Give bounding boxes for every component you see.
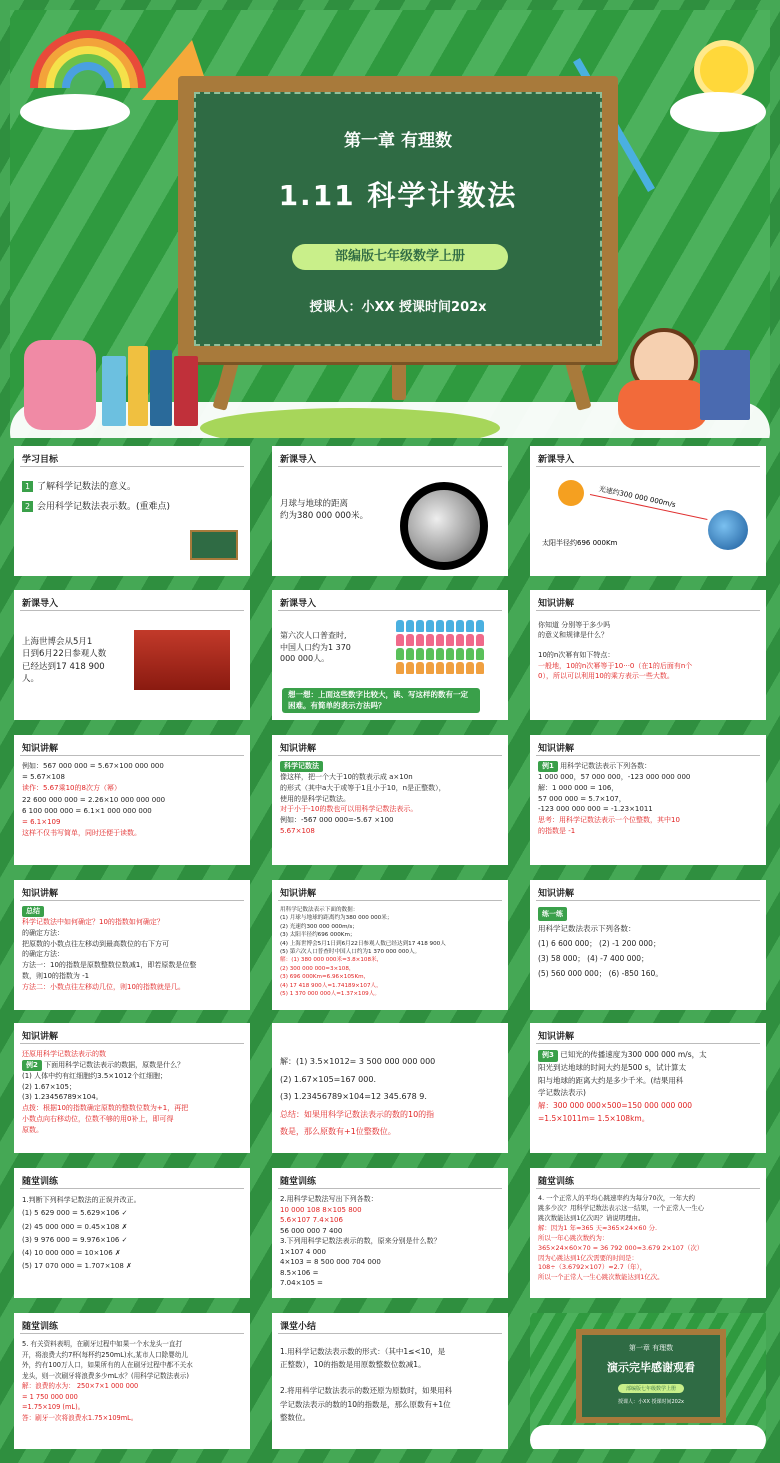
- population-icons: [396, 620, 484, 674]
- text-line: 龙头，则一次刷牙将浪费多少mL水？(用科学记数法表示): [22, 1371, 189, 1380]
- text-line: 阳与地球的距离大约是多少千米。(结果用科: [538, 1075, 684, 1085]
- text-line: 解：浪费的水为： 250×7×1 000 000: [22, 1382, 139, 1391]
- text-line: 读作：5.67乘10的8次方（幂）: [22, 784, 121, 793]
- slide-header: 新课导入: [280, 455, 317, 465]
- text-line: 的确定方法：: [22, 928, 64, 937]
- slide-header: 知识讲解: [538, 1032, 575, 1042]
- slide-intro-expo[interactable]: [14, 590, 250, 720]
- text-line: 像这样，把一个大于10的数表示成 a×10n: [280, 772, 413, 781]
- text-line: [280, 1371, 500, 1384]
- text-line: 8.5×106 =: [280, 1268, 319, 1277]
- cloud-icon: [670, 92, 766, 132]
- lesson-title: 1.11 科学计数法: [278, 179, 518, 212]
- text-line: (3) 9 976 000 = 9.976×106 ✓: [22, 1235, 128, 1244]
- text-line: 这样不仅书写简单，同时还便于读数。: [22, 829, 141, 838]
- slide-header: 知识讲解: [22, 889, 59, 899]
- slide-practice-judge[interactable]: [14, 1168, 250, 1298]
- text-line: 阳光到达地球的时间大约是500 s，试计算太: [538, 1062, 687, 1072]
- book-icon: [700, 350, 750, 420]
- expo-pavilion-image: [134, 630, 230, 690]
- text-line: 学记数法表示): [538, 1088, 586, 1098]
- text-line: 000 000人。: [280, 654, 330, 664]
- text-line: (3) 58 000； (4) -7 400 000；: [538, 954, 649, 963]
- slide-header: 新课导入: [280, 599, 317, 609]
- section-tag: 例2: [22, 1060, 42, 1071]
- text-line: (2) 光速约300 000 000m/s；: [280, 923, 358, 930]
- text-line: (5) 1 370 000 000人=1.37×109人。: [280, 990, 380, 997]
- text-line: 用科学记数法表示下面的数据：: [280, 907, 359, 913]
- teacher-illustration: [190, 530, 238, 560]
- text-line: 正整数），10的指数是用原数整数位数减1。: [280, 1360, 426, 1370]
- cloud-icon: [20, 94, 130, 130]
- text-line: 解：300 000 000×500=150 000 000 000: [538, 1101, 693, 1111]
- text-line: (1) 月球与地球的距离约为380 000 000米；: [280, 915, 393, 922]
- text-line: 下面用科学记数法表示的数据，原数是什么？: [44, 1060, 185, 1069]
- text-line: (4) 10 000 000 = 10×106 ✗: [22, 1249, 121, 1258]
- text-line: 所以一个正常人一生心跳次数能达到1亿次。: [538, 1273, 664, 1282]
- text-line: (2) 1.67×105=167 000.: [280, 1074, 376, 1084]
- text-line: 例如：-567 000 000=-5.67 ×100: [280, 816, 394, 825]
- slide-class-summary[interactable]: [272, 1313, 508, 1449]
- section-tag: 科学记数法: [280, 761, 323, 772]
- moon-image: [400, 482, 488, 570]
- text-line: 用科学记数法表示下列各数：: [560, 762, 652, 770]
- text-line: 一般地，10的n次幂等于10···0（在1的后面有n个: [538, 661, 693, 670]
- text-line: 第六次人口普查时,: [280, 631, 347, 640]
- text-line: 科学记数法中如何确定？10的指数如何确定？: [22, 917, 164, 926]
- text-line: (5) 560 000 000； (6) -850 160。: [538, 969, 663, 978]
- text-line: 2.将用科学记数法表示的数还原为原数时，如果用科: [280, 1386, 453, 1396]
- end-chapter: 第一章 有理数: [628, 1344, 674, 1352]
- slide-header: 知识讲解: [538, 744, 575, 754]
- slide-learning-goals[interactable]: [14, 446, 250, 576]
- text-line: 2.用科学记数法写出下列各数：: [280, 1195, 378, 1203]
- book-icon: [128, 346, 148, 426]
- text-line: 上海世博会从5月1: [22, 637, 93, 647]
- text-line: 方法二：小数点往左移动几位，则10的指数就是几。: [22, 982, 185, 991]
- chalkboard: [178, 76, 618, 362]
- text-line: 的意义和规律是什么？: [538, 631, 608, 640]
- slide-header: 课堂小结: [280, 1322, 317, 1332]
- goal-item: 了解科学记数法的意义。: [37, 482, 137, 492]
- slide-knowledge-2[interactable]: [272, 735, 508, 865]
- think-prompt: 想一想：上面这些数字比较大，读、写这样的数有一定困难。有简单的表示方法吗？: [282, 688, 480, 713]
- text-line: 答：刷牙一次将浪费水1.75×109mL。: [22, 1413, 138, 1422]
- cloud-ground: [530, 1425, 766, 1449]
- text-line: 所以一年心跳次数约为：: [538, 1233, 609, 1242]
- text-line: 7.04×105 =: [280, 1279, 323, 1287]
- text-line: 108÷（3.6792×107）≈2.7（年），: [538, 1263, 647, 1272]
- slide-knowledge-1[interactable]: [14, 735, 250, 865]
- text-line: 1.用科学记数法表示数的形式：（其中1≤<10，是: [280, 1347, 446, 1356]
- slide-summary-method[interactable]: [14, 880, 250, 1010]
- end-edition: 部编版七年级数学上册: [618, 1384, 684, 1393]
- text-line: 跳次数能达到1亿次吗？请说明理由。: [538, 1213, 645, 1222]
- slide-header: 随堂训练: [280, 1177, 317, 1187]
- text-line: 22 600 000 000 = 2.26×10 000 000 000: [22, 795, 166, 804]
- slide-header: 新课导入: [538, 455, 575, 465]
- text-line: 总结：如果用科学记数法表示的数的10的指: [280, 1109, 435, 1119]
- light-speed-label: 光速约300 000 000m/s: [598, 484, 677, 510]
- text-line: 对于小于-10的数也可以用科学记数法表示。: [280, 805, 418, 814]
- text-line: 6 100 000 000 = 6.1×1 000 000 000: [22, 806, 152, 815]
- text-line: 解：因为1 年≈365 天≈365×24×60 分.: [538, 1223, 658, 1232]
- slide-practice-heart[interactable]: [530, 1168, 766, 1298]
- text-line: 57 000 000 = 5.7×107，: [538, 794, 626, 803]
- text-line: 中国人口约为1 370: [280, 642, 351, 652]
- slide-header: 学习目标: [22, 455, 59, 465]
- slide-example-2[interactable]: [14, 1023, 250, 1153]
- slide-example-2-answer[interactable]: [272, 1023, 508, 1153]
- text-line: 数，则10的指数为 -1: [22, 972, 90, 981]
- text-line: = 1 750 000 000: [22, 1392, 78, 1401]
- text-line: =1.5×1011m= 1.5×108km。: [538, 1113, 650, 1123]
- edition-label: 部编版七年级数学上册: [292, 244, 508, 270]
- slide-exercise-data[interactable]: [272, 880, 508, 1010]
- end-title: 演示完毕感谢观看: [607, 1361, 695, 1374]
- text-line: -123 000 000 000 = -1.23×1011: [538, 805, 653, 814]
- slide-intro-moon[interactable]: [272, 446, 508, 576]
- text-line: (2) 1.67×105；: [22, 1082, 76, 1091]
- text-line: 0），所以可以利用10的乘方表示一些大数。: [538, 671, 674, 680]
- text-line: 解：(1) 380 000 000米=3.8×108米，: [280, 957, 383, 964]
- text-line: 5. 有关资料表明，在刷牙过程中如果一个水龙头一直打: [22, 1340, 183, 1348]
- teacher-info: 授课人：小XX 授课时间202x: [309, 300, 487, 315]
- text-line: = 5.67×108: [22, 773, 65, 782]
- text-line: =1.75×109 (mL)。: [22, 1403, 85, 1412]
- slide-header: 随堂训练: [538, 1177, 575, 1187]
- text-line: 解：1 000 000 = 106，: [538, 783, 619, 792]
- text-line: 5.6×107 7.4×106: [280, 1216, 343, 1224]
- slide-header: 新课导入: [22, 599, 59, 609]
- text-line: 的指数是 -1: [538, 827, 576, 836]
- text-line: (4) 上海世博会5月1日到6月22日参观人数已经达到17 418 900人: [280, 940, 446, 947]
- goal-item: 会用科学记数法表示数。(重难点): [37, 501, 171, 512]
- text-line: 学记数法表示的数的10的指数是，那么原数有+1位: [280, 1399, 451, 1409]
- text-line: 56 000 000 7 400: [280, 1226, 343, 1235]
- earth-image: [708, 510, 748, 550]
- slide-practice-water[interactable]: [14, 1313, 250, 1449]
- text-line: (3) 1.23456789×104。: [22, 1093, 103, 1102]
- text-line: 365×24×60×70 = 36 792 000≈3.679 2×107（次）: [538, 1243, 704, 1252]
- text-line: 已知光的传播速度为300 000 000 m/s，太: [560, 1050, 707, 1059]
- slide-header: 知识讲解: [22, 1032, 59, 1042]
- text-line: (3) 1.23456789×104=12 345.678 9.: [280, 1092, 427, 1102]
- text-line: (3) 太阳半径约696 000Km；: [280, 932, 356, 939]
- sun-radius-label: 太阳半径约696 000Km: [542, 539, 618, 547]
- slide-header: 知识讲解: [280, 744, 317, 754]
- text-line: 使用的是科学记数法。: [280, 794, 350, 803]
- text-line: 思考：用科学记数法表示一个位整数，其中10: [538, 816, 680, 825]
- text-line: 4×103 = 8 500 000 704 000: [280, 1258, 381, 1266]
- text-line: 3.下列用科学记数法表示的数，原来分别是什么数？: [280, 1237, 441, 1245]
- text-line: 10的n次幂有如下特点：: [538, 651, 615, 660]
- end-teacher: 授课人：小XX 授课时间202x: [618, 1399, 684, 1405]
- item-number: 2: [22, 501, 33, 512]
- slide-header: 知识讲解: [280, 889, 317, 899]
- sun-icon: [700, 46, 748, 94]
- text-line: 5.67×108: [280, 827, 315, 836]
- slide-header: 知识讲解: [538, 889, 575, 899]
- text-line: 已经达到17 418 900: [22, 661, 105, 672]
- section-tag: 例3: [538, 1050, 558, 1062]
- text-line: 4. 一个正常人的平均心跳速率约为每分70次，一年大约: [538, 1194, 695, 1202]
- slide-example-3[interactable]: [530, 1023, 766, 1153]
- text-line: [538, 640, 758, 650]
- text-line: 例如：567 000 000 = 5.67×100 000 000: [22, 762, 164, 770]
- book-icon: [102, 356, 126, 426]
- text-line: 外，约有100万人口，如果所有的人在刷牙过程中都不关水: [22, 1361, 193, 1370]
- text-line: 日到6月22日参观人数: [22, 649, 107, 660]
- slide-powers-of-ten[interactable]: [530, 590, 766, 720]
- slide-intro-census[interactable]: [272, 590, 508, 720]
- book-icon: [174, 356, 198, 426]
- sun-icon: [558, 480, 584, 506]
- slide-example-1[interactable]: [530, 735, 766, 865]
- slide-header: 知识讲解: [22, 744, 59, 754]
- item-number: 1: [22, 481, 33, 492]
- text-line: 月球与地球的距离: [280, 499, 349, 509]
- slide-intro-sun[interactable]: [530, 446, 766, 576]
- text-line: = 6.1×109: [22, 817, 61, 826]
- text-line: (1) 5 629 000 = 5.629×106 ✓: [22, 1209, 128, 1218]
- text-line: 用科学记数法表示下列各数：: [538, 924, 636, 933]
- chalkboard: [576, 1329, 726, 1423]
- text-line: 数是，那么原数有+1位整数位。: [280, 1127, 396, 1137]
- text-line: 点拨：根据10的指数确定原数的整数位数为+1，再把: [22, 1104, 189, 1113]
- text-line: 约为380 000 000米。: [280, 511, 369, 522]
- slide-header: 知识讲解: [538, 599, 575, 609]
- chapter-title: 第一章 有理数: [344, 131, 452, 151]
- cover-slide[interactable]: [10, 10, 770, 438]
- text-line: 10 000 108 8×105 800: [280, 1205, 362, 1214]
- book-icon: [150, 350, 172, 426]
- text-line: 解：(1) 3.5×1012= 3 500 000 000 000: [280, 1057, 436, 1066]
- text-line: 的形式（其中a大于或等于1且小于10，n是正整数），: [280, 783, 446, 792]
- text-line: (4) 17 418 900人=1.74189×107人，: [280, 982, 382, 989]
- text-line: 因为心跳达到1亿次需要的时间是：: [538, 1253, 638, 1262]
- text-line: 1 000 000，57 000 000，-123 000 000 000: [538, 772, 691, 781]
- text-line: 把原数的小数点往左移动到最高数位的右下方可: [22, 939, 169, 948]
- slide-header: 随堂训练: [22, 1177, 59, 1187]
- student-body: [618, 380, 708, 430]
- text-line: 你知道 分别等于多少吗: [538, 621, 611, 629]
- slide-header: 随堂训练: [22, 1322, 59, 1332]
- text-line: 小数点向右移动位，位数不够的用0补上，即可得: [22, 1115, 174, 1124]
- text-line: 的确定方法：: [22, 950, 64, 959]
- text-line: 原数。: [22, 1125, 43, 1134]
- text-line: 1×107 4 000: [280, 1247, 326, 1256]
- text-line: (5) 17 070 000 = 1.707×108 ✗: [22, 1262, 132, 1271]
- backpack-icon: [24, 340, 96, 430]
- text-line: (1) 人体中约有红细胞约3.5×1012个红细胞；: [22, 1071, 167, 1080]
- text-line: 还原用科学记数法表示的数: [22, 1050, 106, 1058]
- text-line: 整数位。: [280, 1412, 310, 1422]
- text-line: 人。: [22, 673, 40, 684]
- section-tag: 练一练: [538, 907, 567, 921]
- text-line: 1.判断下列科学记数法的正误并改正。: [22, 1196, 141, 1204]
- text-line: (2) 45 000 000 = 0.45×108 ✗: [22, 1222, 128, 1231]
- text-line: (3) 696 000Km=6.96×105Km，: [280, 974, 370, 981]
- text-line: (1) 6 600 000； (2) -1 200 000；: [538, 939, 661, 948]
- slide-practice-write[interactable]: [272, 1168, 508, 1298]
- section-tag: 例1: [538, 761, 558, 772]
- text-line: 跳多少次？用科学记数法表示这一结果，一个正常人一生心: [538, 1203, 705, 1212]
- text-line: (5) 第六次人口普查时中国人口约为1 370 000 000人。: [280, 948, 421, 955]
- text-line: (2) 300 000 000=3×108，: [280, 965, 355, 972]
- text-line: 开，将浪费大约7杯(每杯约250mL)水,某市人口除婴幼儿: [22, 1350, 188, 1359]
- slide-ending[interactable]: [530, 1313, 766, 1449]
- section-tag: 总结: [22, 906, 44, 917]
- slide-practice-1[interactable]: [530, 880, 766, 1010]
- text-line: 方法一：10的指数是原数整数位数减1，即若原数是位整: [22, 961, 197, 970]
